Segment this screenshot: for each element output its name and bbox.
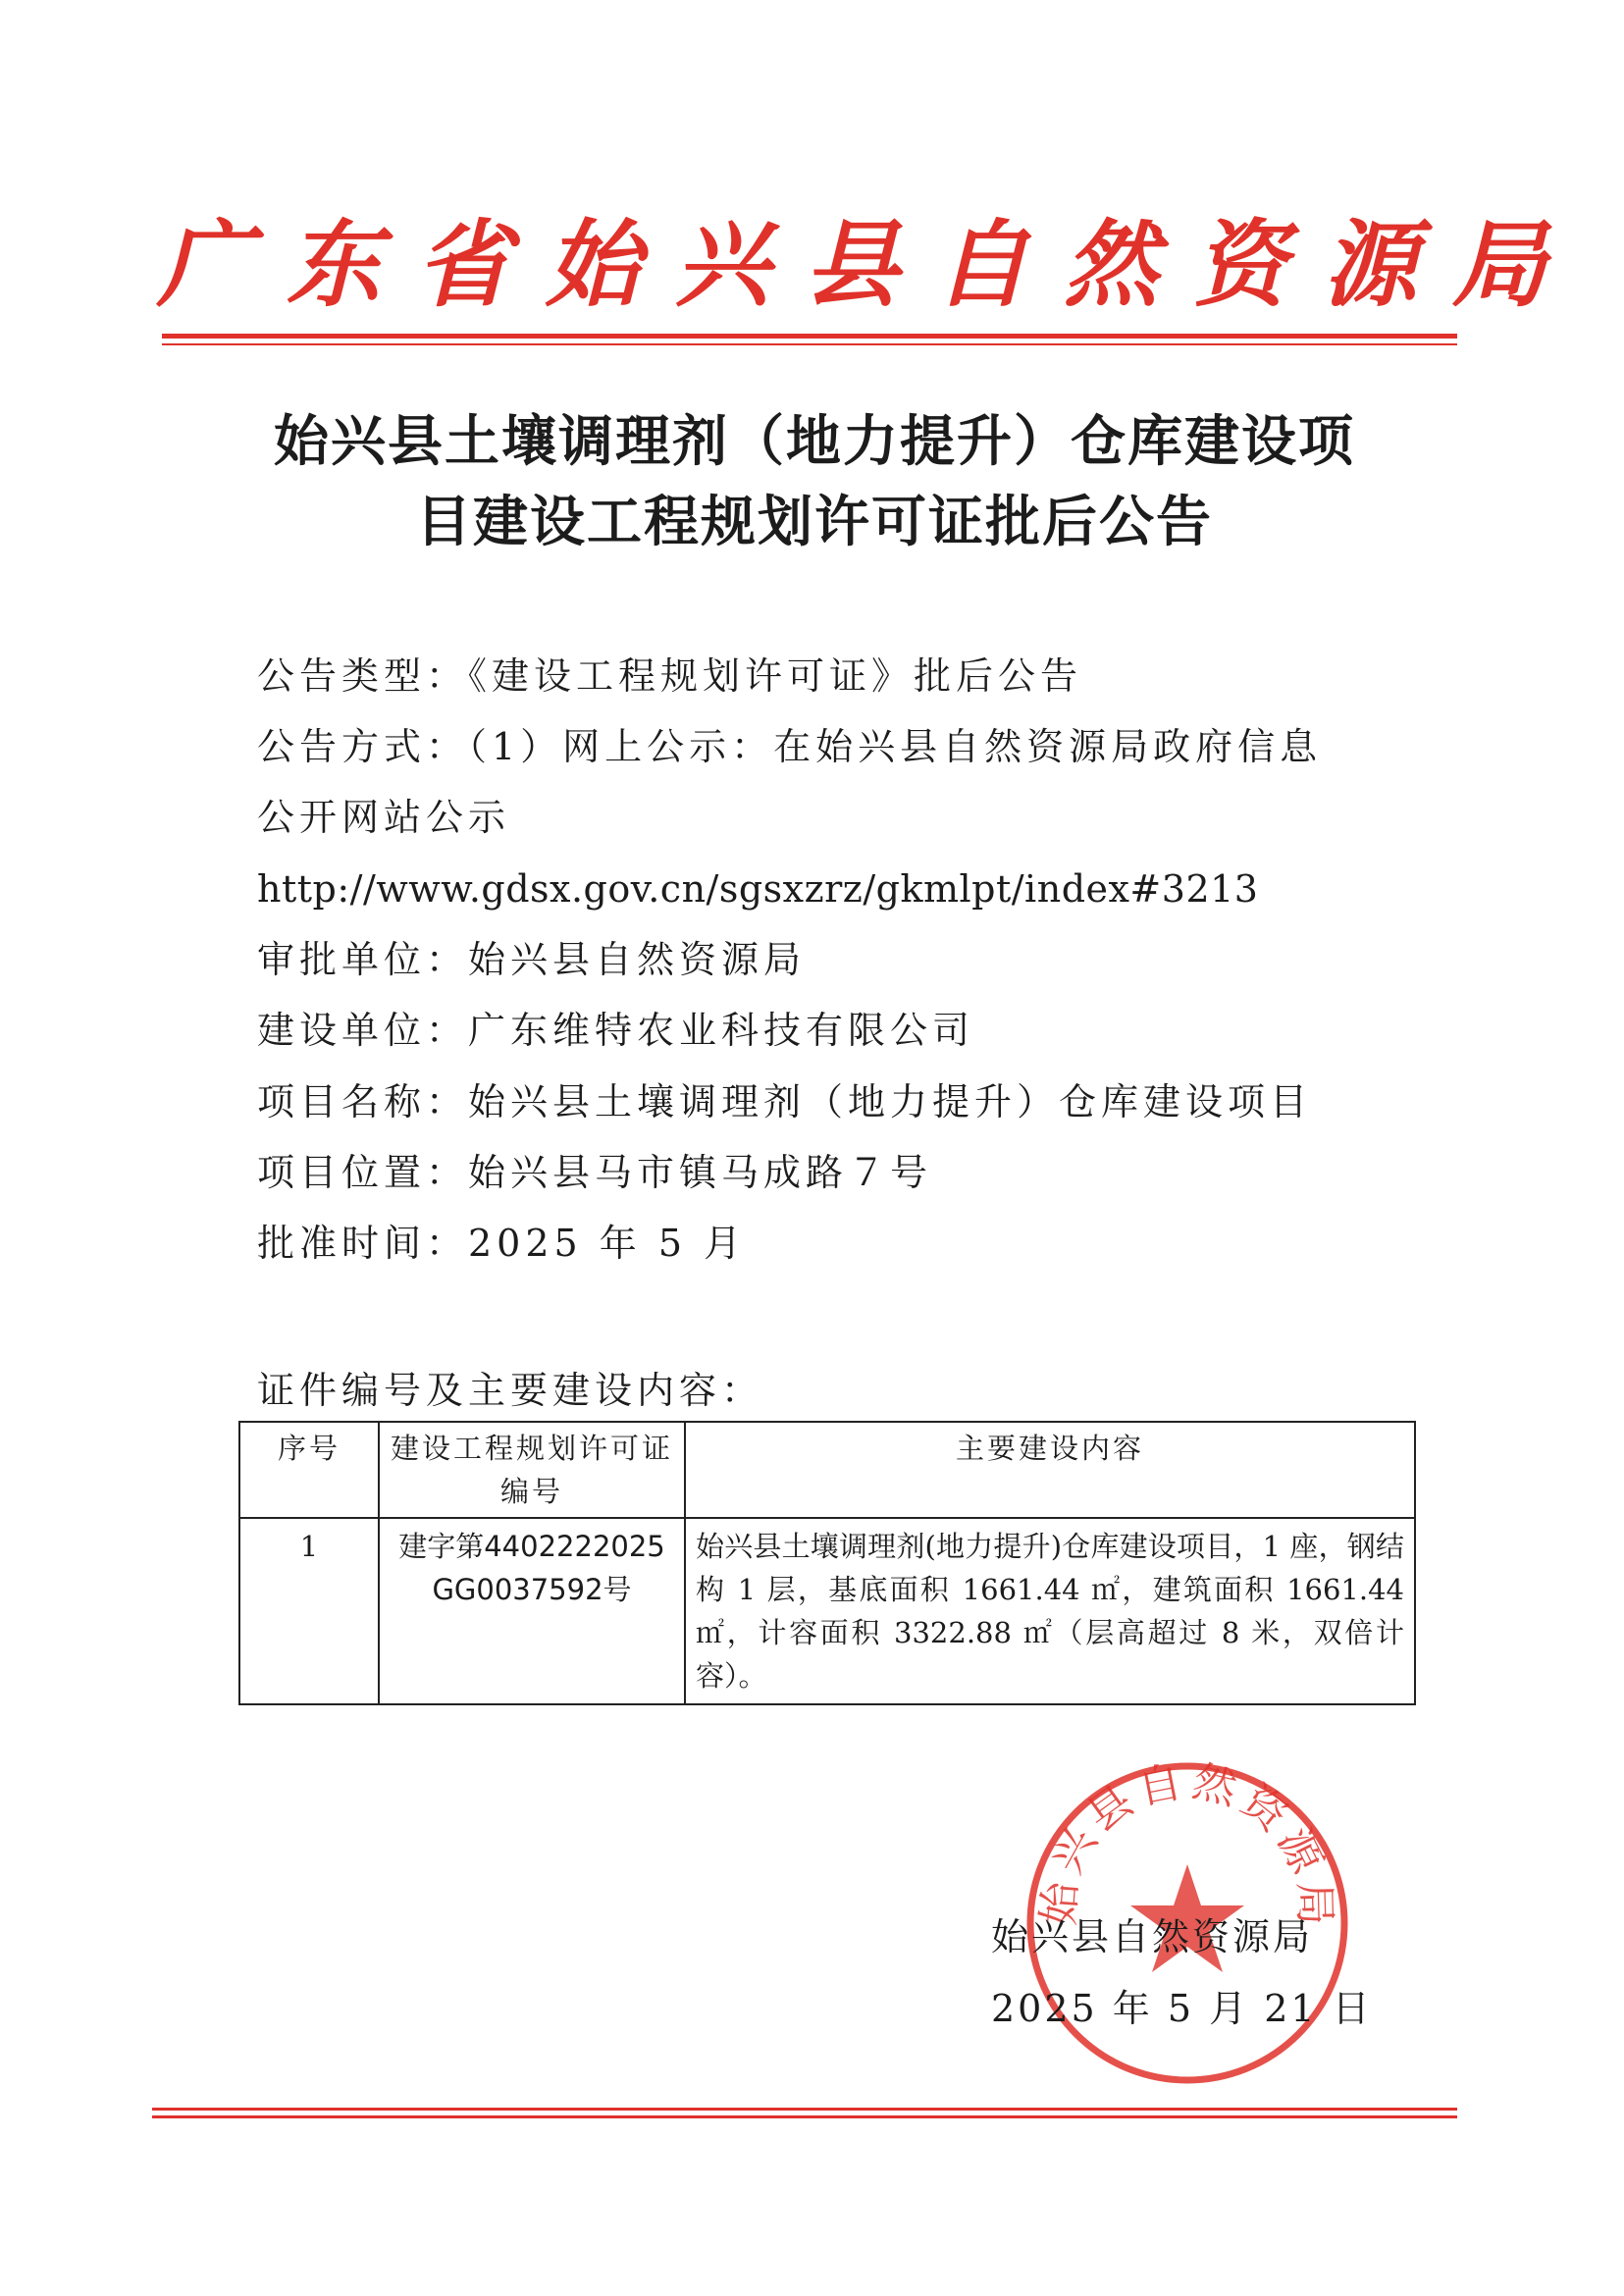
row-no: 1 <box>239 1518 379 1704</box>
notice-type: 公告类型：《建设工程规划许可证》批后公告 <box>257 654 1083 698</box>
row-content: 始兴县土壤调理剂(地力提升)仓库建设项目，1 座，钢结构 1 层，基底面积 1661.44 ㎡，建筑面积 1661.44 ㎡，计容面积 3322.88 ㎡（层高超过 8 米，双倍计容）。 <box>685 1518 1415 1704</box>
letterhead-org-name: 广东省始兴县自然资源局 <box>157 209 1582 320</box>
table-heading: 证件编号及主要建设内容： <box>257 1369 764 1412</box>
letterhead-rule-thick <box>162 334 1457 339</box>
notice-url-link[interactable]: http://www.gdsx.gov.cn/sgsxzrz/gkmlpt/index#3213 <box>257 867 1259 911</box>
table-header-row <box>239 1422 1415 1518</box>
header-content: 主要建设内容 <box>685 1422 1415 1518</box>
notice-method-line1: 公告方式：（1）网上公示：在始兴县自然资源局政府信息 <box>257 725 1323 768</box>
document-title-line2: 目建设工程规划许可证批后公告 <box>416 491 1213 554</box>
approval-time: 批准时间：2025 年 5 月 <box>257 1222 747 1265</box>
seal-text: 始兴县自然资源局 <box>1033 1756 1340 1932</box>
header-permit-number: 建设工程规划许可证编号 <box>379 1422 685 1518</box>
header-no: 序号 <box>239 1422 379 1518</box>
letterhead-rule-thin <box>162 343 1457 345</box>
row-permit-number: 建字第4402222025GG0037592号 <box>379 1518 685 1704</box>
footer-rule-bottom <box>152 2115 1457 2118</box>
table-row <box>239 1518 1415 1704</box>
notice-method-line2: 公开网站公示 <box>257 796 511 839</box>
approver-unit: 审批单位：始兴县自然资源局 <box>257 938 807 981</box>
signature-org: 始兴县自然资源局 <box>991 1915 1314 1958</box>
footer-rule-top <box>152 2108 1457 2111</box>
project-name: 项目名称：始兴县土壤调理剂（地力提升）仓库建设项目 <box>257 1080 1313 1123</box>
permit-table <box>238 1421 1416 1705</box>
signature-date: 2025 年 5 月 21 日 <box>991 1987 1373 2030</box>
project-location: 项目位置：始兴县马市镇马成路７号 <box>257 1151 933 1194</box>
document-title <box>177 402 1452 563</box>
construction-unit: 建设单位：广东维特农业科技有限公司 <box>257 1009 975 1052</box>
document-title-line1: 始兴县土壤调理剂（地力提升）仓库建设项 <box>274 410 1355 474</box>
